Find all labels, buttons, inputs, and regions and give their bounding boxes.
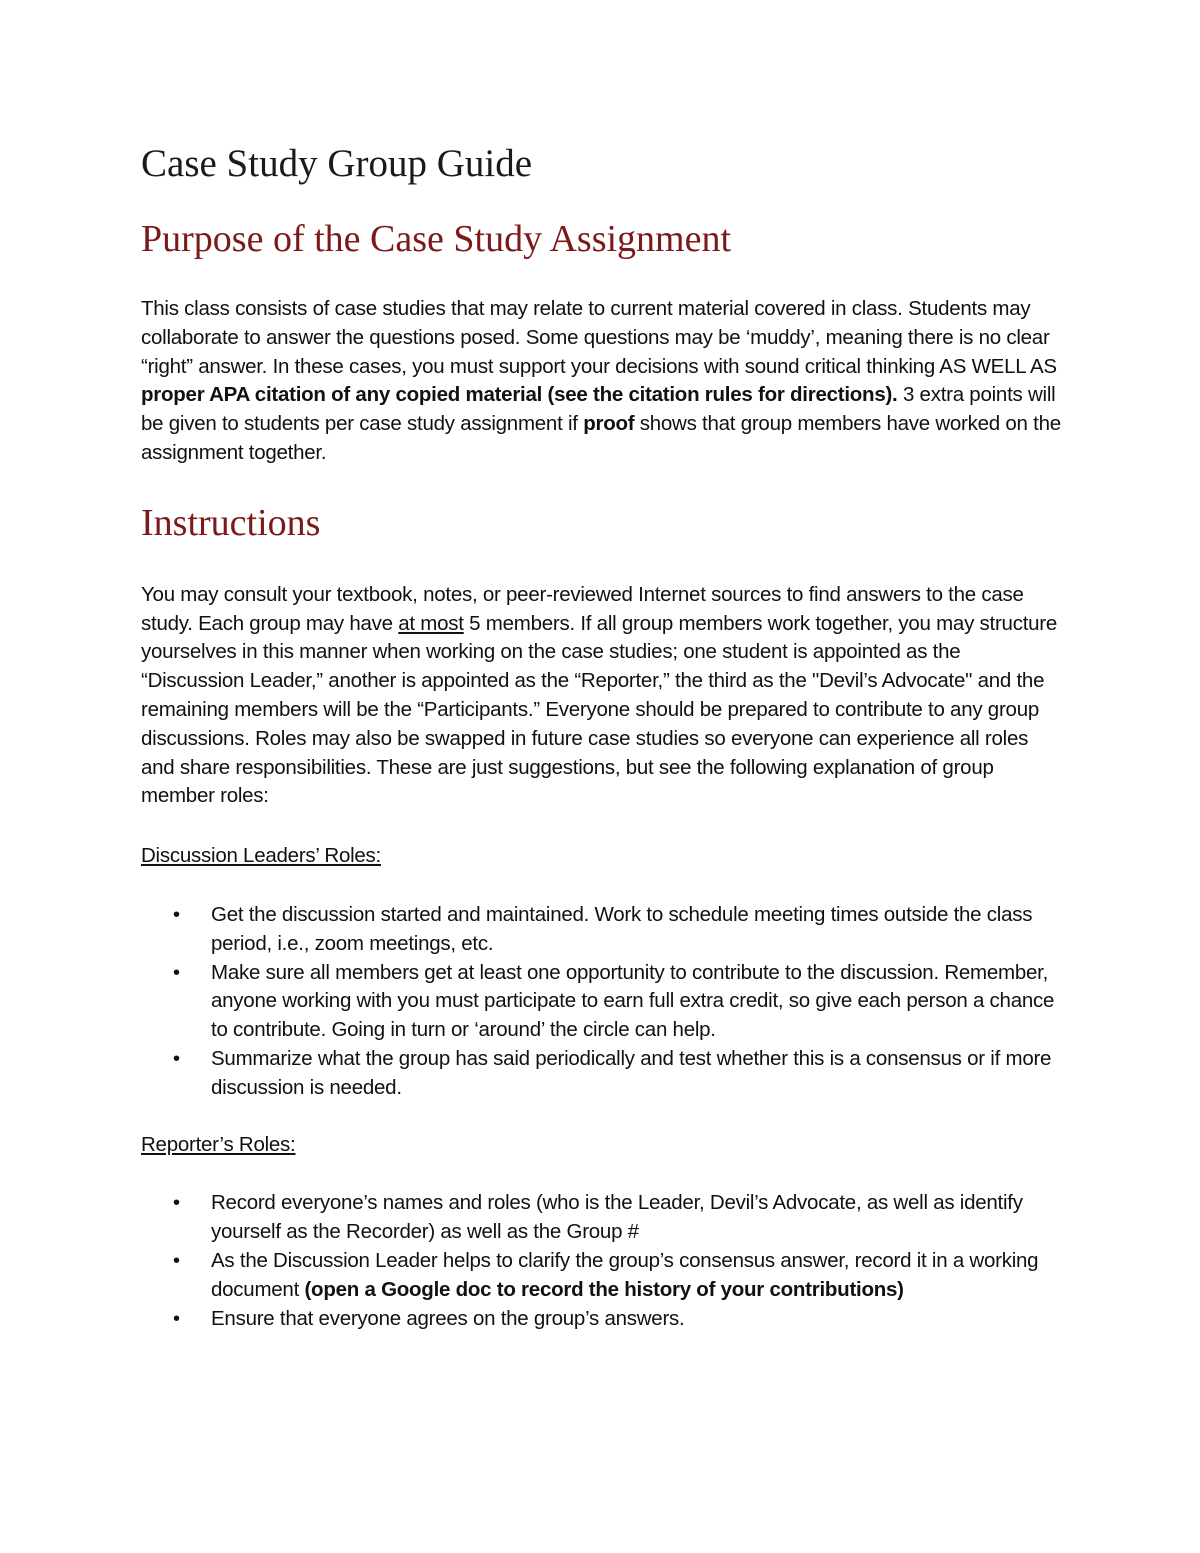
bullet-icon: • <box>173 1192 180 1215</box>
purpose-text-2: 3 extra points will be given to students per case study assignment if <box>141 383 1056 436</box>
bullet-icon: • <box>173 1047 180 1070</box>
instructions-heading: Instructions <box>141 501 321 544</box>
list-item <box>141 1247 1066 1305</box>
list-item <box>141 1189 1066 1247</box>
document-title: Case Study Group Guide <box>141 142 533 185</box>
bullet-icon: • <box>173 961 180 984</box>
purpose-heading: Purpose of the Case Study Assignment <box>141 218 732 260</box>
list-item-text: Record everyone’s names and roles (who is the Leader, Devil’s Advocate, as well as identify yourself as the Recorder) as well as the Group # <box>211 1191 1023 1244</box>
instructions-text-2: 5 members. If all group members work together, you may structure yourselves in this manner when working on the case studies; one student is appointed as the “Discussion Leader,” another is appointed as the “Reporter,” the third as the "Devil’s Advocate" and the remaining members will be the “Participants.” Everyone should be prepared to contribute to any group discussions. Roles may also be swapped in future case studies so everyone can experience all roles and share responsibilities. These are just suggestions, but see the following explanation of group member roles: <box>141 611 1058 808</box>
list-item <box>141 1045 1066 1103</box>
instructions-text-1: You may consult your textbook, notes, or peer-reviewed Internet sources to find answers to the case study. Each group may have <box>141 582 1024 635</box>
bullet-icon: • <box>173 903 180 926</box>
instructions-underline-at-most: at most <box>398 611 464 635</box>
bullet-icon: • <box>173 1249 180 1272</box>
list-item-text: As the Discussion Leader helps to clarify the group’s consensus answer, record it in a working document <box>211 1248 1039 1301</box>
purpose-paragraph <box>141 295 1066 468</box>
list-item-text: Make sure all members get at least one opportunity to contribute to the discussion. Remember, anyone working with you must participate to earn full extra credit, so give each person a chance to contribute. Going in turn or ‘around’ the circle can help. <box>211 960 1055 1042</box>
document-page <box>141 138 1066 1333</box>
list-item-text: Get the discussion started and maintained. Work to schedule meeting times outside the class period, i.e., zoom meetings, etc. <box>211 902 1033 955</box>
list-item <box>141 1305 1066 1334</box>
bullet-icon: • <box>173 1307 180 1330</box>
purpose-bold-proof: proof <box>583 412 635 436</box>
purpose-bold-citation: proper APA citation of any copied material (see the citation rules for directions). <box>141 383 898 407</box>
reporter-roles-heading: Reporter’s Roles: <box>141 1132 296 1156</box>
instructions-paragraph <box>141 581 1066 811</box>
list-item-text: Summarize what the group has said periodically and test whether this is a consensus or if more discussion is needed. <box>211 1046 1052 1099</box>
purpose-text-3: shows that group members have worked on the assignment together. <box>141 412 1061 464</box>
reporter-roles-list <box>141 1189 1066 1333</box>
discussion-leader-roles-list <box>141 901 1066 1103</box>
list-item-text: Ensure that everyone agrees on the group’s answers. <box>211 1306 685 1330</box>
list-item <box>141 901 1066 959</box>
list-item <box>141 959 1066 1045</box>
discussion-leader-roles-heading: Discussion Leaders’ Roles: <box>141 844 381 868</box>
purpose-text-1: This class consists of case studies that may relate to current material covered in class. Students may collaborate to answer the questions posed. Some questions may be ‘muddy’, meaning there is no clear “right” answer. In these cases, you must support your decisions with sound critical thinking AS WELL AS <box>141 297 1057 378</box>
list-item-bold-text: (open a Google doc to record the history of your contributions) <box>304 1277 904 1301</box>
